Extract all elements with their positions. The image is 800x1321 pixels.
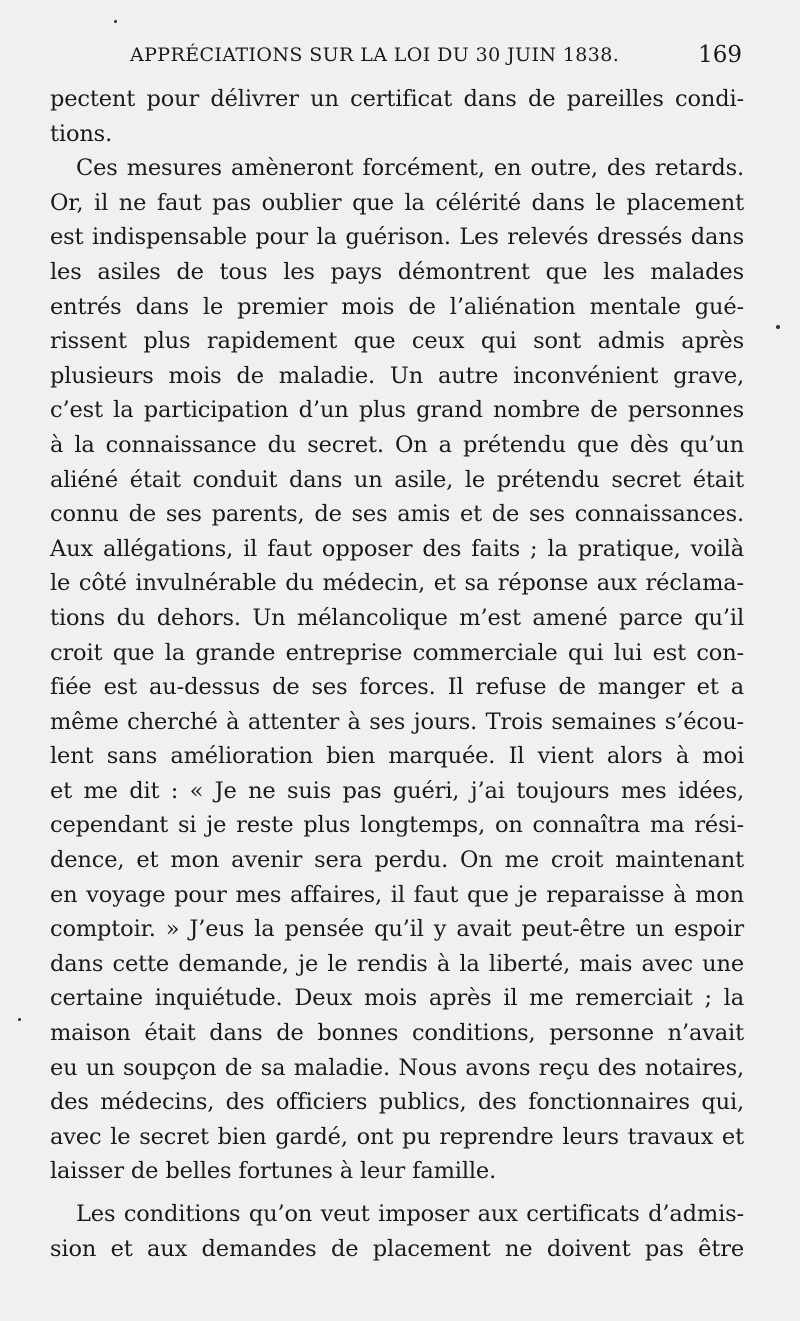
text-line: connu de ses parents, de ses amis et de ses connaissances. xyxy=(50,501,744,528)
paragraph xyxy=(50,1197,744,1266)
text-line: est indispensable pour la guérison. Les relevés dressés dans xyxy=(50,224,744,251)
text-line: avec le secret bien gardé, ont pu reprendre leurs travaux et xyxy=(50,1123,744,1150)
text-line: des médecins, des officiers publics, des fonctionnaires qui, xyxy=(50,1089,744,1116)
text-line: maison était dans de bonnes conditions, personne n’avait xyxy=(50,1020,744,1047)
text-line: Les conditions qu’on veut imposer aux certificats d’admis- xyxy=(76,1201,744,1227)
text-line: Aux allégations, il faut opposer des faits ; la pratique, voilà xyxy=(50,535,744,562)
ink-speck xyxy=(776,325,780,329)
text-line: entrés dans le premier mois de l’aliénation mentale gué- xyxy=(50,293,744,320)
ink-speck xyxy=(18,1018,21,1021)
text-line: sion et aux demandes de placement ne doivent pas être xyxy=(50,1235,744,1262)
paragraph xyxy=(50,82,744,151)
text-line: certaine inquiétude. Deux mois après il me remerciait ; la xyxy=(50,985,744,1012)
text-line: croit que la grande entreprise commerciale qui lui est con- xyxy=(50,639,744,666)
text-line: dans cette demande, je le rendis à la liberté, mais avec une xyxy=(50,950,744,977)
paragraph xyxy=(50,151,744,1189)
text-line: aliéné était conduit dans un asile, le prétendu secret était xyxy=(50,466,744,493)
text-line: et me dit : « Je ne suis pas guéri, j’ai toujours mes idées, xyxy=(50,777,744,804)
text-line: dence, et mon avenir sera perdu. On me croit maintenant xyxy=(50,847,744,874)
text-line: le côté invulnérable du médecin, et sa réponse aux réclama- xyxy=(50,570,744,597)
ink-speck xyxy=(114,20,117,23)
text-line: tions. xyxy=(50,120,113,147)
running-title: APPRÉCIATIONS SUR LA LOI DU 30 JUIN 1838. xyxy=(130,44,620,66)
text-line: cependant si je reste plus longtemps, on connaîtra ma rési- xyxy=(50,812,744,839)
body-text xyxy=(50,82,744,1266)
page-header xyxy=(130,40,742,74)
text-line: fiée est au-dessus de ses forces. Il refuse de manger et a xyxy=(50,674,744,701)
text-line: lent sans amélioration bien marquée. Il vient alors à moi xyxy=(50,743,744,770)
text-line: à la connaissance du secret. On a prétendu que dès qu’un xyxy=(50,431,744,458)
text-line: c’est la participation d’un plus grand nombre de personnes xyxy=(50,397,744,424)
text-line: rissent plus rapidement que ceux qui sont admis après xyxy=(50,328,744,355)
text-line: comptoir. » J’eus la pensée qu’il y avait peut-être un espoir xyxy=(50,916,744,943)
text-line: eu un soupçon de sa maladie. Nous avons reçu des notaires, xyxy=(50,1054,744,1081)
paragraph-gap xyxy=(50,1189,744,1197)
text-line: Or, il ne faut pas oublier que la célérité dans le placement xyxy=(50,189,744,216)
text-line: laisser de belles fortunes à leur famille. xyxy=(50,1158,497,1185)
text-line: même cherché à attenter à ses jours. Trois semaines s’écou- xyxy=(50,708,744,735)
text-line: tions du dehors. Un mélancolique m’est amené parce qu’il xyxy=(50,604,744,631)
text-line: pectent pour délivrer un certificat dans de pareilles condi- xyxy=(50,86,744,112)
text-line: les asiles de tous les pays démontrent que les malades xyxy=(50,258,744,285)
text-line: plusieurs mois de maladie. Un autre inconvénient grave, xyxy=(50,362,744,389)
page-number: 169 xyxy=(698,42,742,68)
text-line: Ces mesures amèneront forcément, en outre, des retards. xyxy=(76,155,744,182)
text-line: en voyage pour mes affaires, il faut que je reparaisse à mon xyxy=(50,881,744,908)
